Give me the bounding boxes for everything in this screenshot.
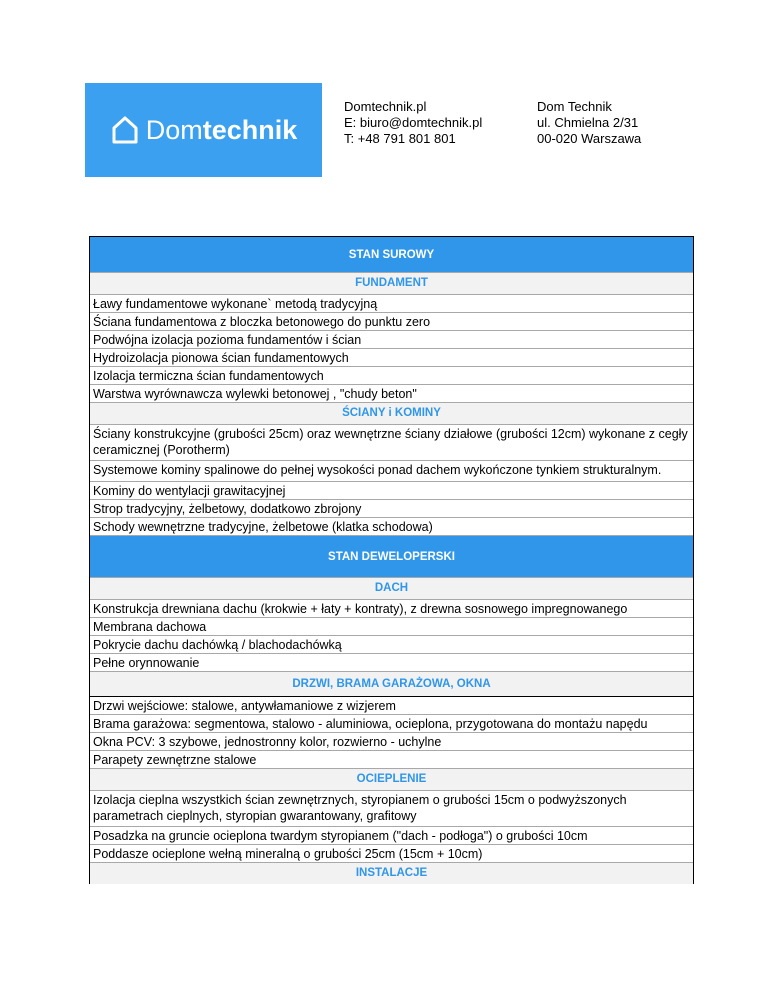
table-row: Poddasze ocieplone wełną mineralną o grubości 25cm (15cm + 10cm) (90, 845, 693, 863)
group-header-dach: DACH (90, 578, 693, 600)
street-address: ul. Chmielna 2/31 (537, 115, 639, 130)
section-header-stan-surowy: STAN SUROWY (90, 237, 693, 273)
table-row: Drzwi wejściowe: stalowe, antywłamaniowe z wizjerem (90, 697, 693, 715)
table-row: Brama garażowa: segmentowa, stalowo - aluminiowa, ocieplona, przygotowana do montażu napędu (90, 715, 693, 733)
logo-text: Domtechnik (145, 114, 298, 145)
table-row: Schody wewnętrzne tradycyjne, żelbetowe (klatka schodowa) (90, 518, 693, 536)
website-link[interactable]: Domtechnik.pl (344, 99, 427, 114)
table-row: Ściana fundamentowa z bloczka betonowego do punktu zero (90, 313, 693, 331)
table-row: Membrana dachowa (90, 618, 693, 636)
table-row: Parapety zewnętrzne stalowe (90, 751, 693, 769)
company-name: Dom Technik (537, 99, 612, 114)
house-icon (110, 115, 140, 145)
email-link[interactable]: E: biuro@domtechnik.pl (344, 115, 483, 130)
table-row: Izolacja termiczna ścian fundamentowych (90, 367, 693, 385)
specification-table (89, 236, 694, 884)
table-row: Ławy fundamentowe wykonane` metodą tradycyjną (90, 295, 693, 313)
group-header-sciany-kominy: ŚCIANY i KOMINY (90, 403, 693, 425)
table-row: Strop tradycyjny, żelbetowy, dodatkowo zbrojony (90, 500, 693, 518)
city-address: 00-020 Warszawa (537, 131, 642, 146)
table-row: Posadzka na gruncie ocieplona twardym styropianem ("dach - podłoga") o grubości 10cm (90, 827, 693, 845)
table-row: Podwójna izolacja pozioma fundamentów i ścian (90, 331, 693, 349)
company-logo (85, 83, 322, 177)
table-row: Pokrycie dachu dachówką / blachodachówką (90, 636, 693, 654)
address-info (537, 99, 641, 147)
phone-text: T: +48 791 801 801 (344, 131, 456, 146)
table-row: Okna PCV: 3 szybowe, jednostronny kolor, rozwierno - uchylne (90, 733, 693, 751)
table-row: Ściany konstrukcyjne (grubości 25cm) oraz wewnętrzne ściany działowe (grubości 12cm) wykonane z cegły ceramicznej (Porotherm) (90, 425, 693, 461)
table-row: Systemowe kominy spalinowe do pełnej wysokości ponad dachem wykończone tynkiem strukturalnym. (90, 461, 693, 482)
group-header-fundament: FUNDAMENT (90, 273, 693, 295)
table-row: Warstwa wyrównawcza wylewki betonowej , "chudy beton" (90, 385, 693, 403)
table-row: Pełne orynnowanie (90, 654, 693, 672)
table-row: Izolacja cieplna wszystkich ścian zewnętrznych, styropianem o grubości 15cm o podwyższonych parametrach cieplnych, styropian gwarantowany, grafitowy (90, 791, 693, 827)
table-row: Hydroizolacja pionowa ścian fundamentowych (90, 349, 693, 367)
table-row: Kominy do wentylacji grawitacyjnej (90, 482, 693, 500)
table-row: Konstrukcja drewniana dachu (krokwie + łaty + kontraty), z drewna sosnowego impregnowanego (90, 600, 693, 618)
group-header-ocieplenie: OCIEPLENIE (90, 769, 693, 791)
group-header-drzwi-brama-okna: DRZWI, BRAMA GARAŻOWA, OKNA (90, 672, 693, 697)
section-header-stan-deweloperski: STAN DEWELOPERSKI (90, 536, 693, 578)
contact-info (344, 99, 482, 147)
group-header-instalacje: INSTALACJE (90, 863, 693, 884)
